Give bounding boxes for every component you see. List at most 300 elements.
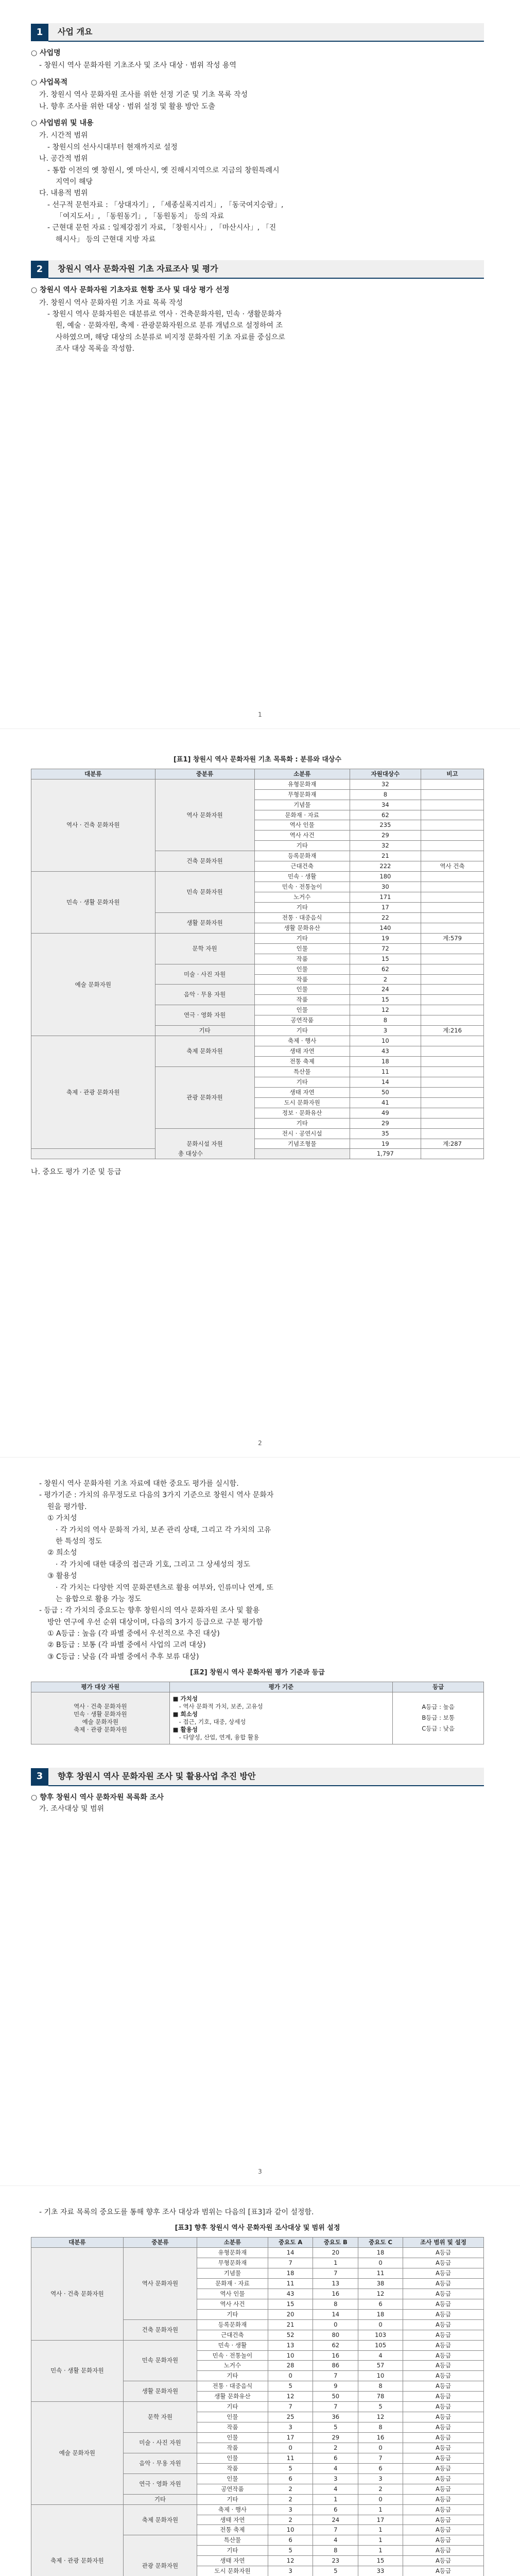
table-cell: 20 — [313, 2248, 358, 2258]
table-cell: 18 — [350, 1057, 421, 1067]
table-cell: 1 — [358, 2504, 403, 2515]
table-cell: 근대건축 — [254, 861, 350, 872]
table-cell: 기념물 — [197, 2268, 268, 2279]
table-cell: 0 — [358, 2443, 403, 2453]
table-cell: 기타 — [254, 933, 350, 943]
table-cell: 총 대상수 — [31, 1149, 350, 1159]
table-cell: 미술 · 사진 자원 — [155, 964, 254, 985]
table-cell: 10 — [268, 2350, 313, 2361]
table-cell: 유형문화재 — [197, 2248, 268, 2258]
table-cell: 16 — [358, 2433, 403, 2443]
text-line: ○ 창원시 역사 문화자원 기초자료 현황 조사 및 대상 평가 선정 — [31, 286, 230, 295]
table-cell: 12 — [358, 2289, 403, 2299]
table-cell: 12 — [268, 2556, 313, 2566]
table-cell: 14 — [350, 1077, 421, 1087]
table-cell: 0 — [358, 2258, 403, 2268]
table-cell: 역사 인물 — [197, 2289, 268, 2299]
text-line: ① 가치성 — [47, 1514, 77, 1523]
table-cell: A등급 — [403, 2443, 484, 2453]
table-cell: A등급 — [403, 2525, 484, 2535]
table-cell: 생태 자연 — [197, 2515, 268, 2525]
table-cell: 건축 문화자원 — [123, 2319, 197, 2340]
table-cell — [421, 974, 483, 985]
table-cell: 문화시설 자원 — [155, 1128, 254, 1159]
table-cell: 2 — [313, 2443, 358, 2453]
table-cell: 0 — [358, 2494, 403, 2504]
text-line: 해시사」 등의 근현대 지방 자료 — [56, 235, 156, 244]
table-cell — [421, 985, 483, 995]
table-header-row — [31, 1682, 484, 1692]
table-cell: 역사 사건 — [254, 831, 350, 841]
text-line: 방안 연구에 우선 순위 대상이며, 다음의 3가지 등급으로 구분 평가함 — [47, 1618, 263, 1626]
table-cell: 222 — [350, 861, 421, 872]
table-cell: 기타 — [254, 902, 350, 912]
table-cell — [421, 1015, 483, 1026]
section-subtitle: 나. 중요도 평가 기준 및 등급 — [31, 1168, 122, 1177]
table-cell: 문화재 · 자료 — [197, 2278, 268, 2289]
table-cell: 인물 — [254, 1005, 350, 1015]
column-header: 중요도 A — [268, 2238, 313, 2248]
table-cell: 역사 문화자원 — [155, 779, 254, 851]
table-cell: 5 — [358, 2402, 403, 2412]
text-line: 원, 예술 · 문화자원, 축제 · 관광문화자원으로 분류 개념으로 설정하여 조 — [56, 321, 283, 330]
table-cell: 역사 · 건축 문화자원 — [31, 2248, 124, 2340]
table-header-row — [31, 769, 484, 779]
table-cell: 11 — [268, 2453, 313, 2463]
text-line: 가. 시간적 범위 — [39, 131, 88, 140]
table-cell: 기타 — [254, 1026, 350, 1036]
column-header: 소분류 — [197, 2238, 268, 2248]
table-body — [31, 779, 484, 1159]
table-cell: A등급 — [403, 2494, 484, 2504]
section-number: 2 — [31, 261, 48, 278]
table-cell: 노거수 — [197, 2361, 268, 2371]
text-line: 나. 향후 조사를 위한 대상 · 범위 설정 및 활용 방안 도출 — [39, 102, 215, 111]
table-cell: 등록문화재 — [197, 2319, 268, 2330]
section-header-2 — [31, 261, 484, 278]
table-cell: 171 — [350, 892, 421, 903]
table-cell: 28 — [268, 2361, 313, 2371]
table-cell — [421, 1087, 483, 1097]
table-cell: 15 — [358, 2556, 403, 2566]
table-cell: 140 — [350, 923, 421, 933]
text-line: - 창원시 역사 문화자원 기초조사 및 조사 대상 · 범위 작성 용역 — [39, 61, 237, 70]
table-cell — [421, 964, 483, 974]
table-cell: 민속 · 전통놀이 — [254, 882, 350, 892]
text-line: - 창원시 역사 문화자원 기초 자료에 대한 중요도 평가를 실시함. — [39, 1480, 239, 1488]
table-cell: 인물 — [254, 943, 350, 954]
table-cell: 0 — [268, 2371, 313, 2381]
table-cell: 기타 — [254, 841, 350, 851]
text-line: 「여지도서」, 「동원동기」, 「동원동지」 등의 자료 — [56, 212, 224, 221]
text-line: 사하였으며, 해당 대상의 소분류로 비지정 문화자원 기초 자료를 중심으로 — [56, 333, 285, 342]
criteria-line: - 역사 문화적 가치, 보존, 고유성 — [179, 1702, 263, 1710]
table-cell: 15 — [350, 995, 421, 1005]
table-cell: 19 — [350, 1139, 421, 1149]
table-cell: 예술 문화자원 — [31, 2402, 124, 2504]
resource-list-table — [31, 769, 484, 1160]
table-cell: 29 — [350, 1118, 421, 1128]
table-cell: 축제 · 행사 — [197, 2504, 268, 2515]
section-title: 사업 개요 — [48, 23, 484, 42]
table-cell: 공연작품 — [197, 2484, 268, 2494]
table-cell: 3 — [268, 2422, 313, 2433]
text-line: ③ 활용성 — [47, 1572, 77, 1581]
text-line: ② B등급 : 보통 (각 파별 중에서 사업의 고려 대상) — [47, 1641, 206, 1650]
table-cell: 105 — [358, 2340, 403, 2350]
table-cell: 4 — [358, 2350, 403, 2361]
table-cell: 노거수 — [254, 892, 350, 903]
table-row — [31, 2402, 484, 2412]
text-line: - 통합 이전의 옛 창원시, 옛 마산시, 옛 진해시지역으로 지금의 창원특례시 — [47, 166, 280, 175]
table-cell: 8 — [358, 2422, 403, 2433]
table-cell: 10 — [358, 2371, 403, 2381]
text-line: ○ 사업범위 및 내용 — [31, 118, 94, 127]
page-number: 1 — [258, 711, 262, 718]
text-line: 조사 대상 목록을 작성함. — [56, 345, 135, 353]
table-cell: 연극 · 영화 자원 — [123, 2473, 197, 2494]
table-cell: 1 — [358, 2525, 403, 2535]
table-cell: 공연작품 — [254, 1015, 350, 1026]
table-cell — [421, 943, 483, 954]
page-1 — [0, 0, 520, 728]
table-body — [31, 2248, 484, 2576]
table-cell: 전통 축제 — [254, 1057, 350, 1067]
table-cell — [421, 954, 483, 964]
table-cell: A등급 — [403, 2504, 484, 2515]
table-caption: [표3] 향후 창원시 역사 문화자원 조사대상 및 범위 설정 — [175, 2224, 340, 2232]
table-cell: 32 — [350, 779, 421, 789]
page-2 — [0, 728, 520, 1457]
criteria-line: ■ 활용성 — [172, 1725, 198, 1733]
table-cell: 기념물 — [254, 800, 350, 810]
table-cell: 3 — [358, 2473, 403, 2484]
table-cell: A등급 — [403, 2330, 484, 2340]
table-row — [31, 2504, 484, 2515]
table-cell: 13 — [268, 2340, 313, 2350]
table-cell: 24 — [313, 2515, 358, 2525]
table-cell: 계:579 — [421, 933, 483, 943]
target-resource: 역사 · 건축 문화자원 — [74, 1702, 127, 1710]
table-cell: 연극 · 영화 자원 — [155, 1005, 254, 1026]
table-cell: 건축 문화자원 — [155, 851, 254, 872]
table-cell: 기타 — [197, 2309, 268, 2319]
table-cell: A등급 — [403, 2309, 484, 2319]
grade-item: A등급 : 높음 — [422, 1703, 455, 1711]
table-cell: 3 — [313, 2473, 358, 2484]
table-cell: 11 — [358, 2268, 403, 2279]
table-cell: A등급 — [403, 2556, 484, 2566]
table-cell — [421, 1066, 483, 1077]
table-cell: 36 — [313, 2412, 358, 2422]
table-cell — [421, 851, 483, 861]
table-row — [31, 2248, 484, 2258]
table-cell: 생활 문화유산 — [254, 923, 350, 933]
table-cell: A등급 — [403, 2381, 484, 2392]
table-cell: 10 — [350, 1036, 421, 1046]
table-cell: 4 — [313, 2484, 358, 2494]
table-cell — [421, 1077, 483, 1087]
table-cell — [421, 1057, 483, 1067]
table-cell: 6 — [313, 2504, 358, 2515]
table-cell: A등급 — [403, 2402, 484, 2412]
table-cell — [421, 831, 483, 841]
text-line: - 창원시 역사 문화자원은 대분류로 역사 · 건축문화자원, 민속 · 생활문화자 — [47, 310, 282, 319]
table-cell: 생활 문화유산 — [197, 2392, 268, 2402]
table-cell: A등급 — [403, 2515, 484, 2525]
subsection-heading: ○ 향후 창원시 역사 문화자원 목록화 조사 — [31, 1793, 164, 1802]
table-cell — [421, 1128, 483, 1139]
target-resource: 예술 문화자원 — [82, 1718, 118, 1725]
table-cell: 도시 문화자원 — [197, 2566, 268, 2576]
table-cell — [421, 810, 483, 820]
table-cell: 13 — [313, 2278, 358, 2289]
column-header: 중요도 B — [313, 2238, 358, 2248]
table-cell: 기타 — [197, 2402, 268, 2412]
table-cell: A등급 — [403, 2484, 484, 2494]
table-cell: 43 — [268, 2289, 313, 2299]
table-cell: 인물 — [197, 2433, 268, 2443]
column-header: 중분류 — [123, 2238, 197, 2248]
table-cell: 기타 — [254, 1077, 350, 1087]
table-cell: 7 — [268, 2258, 313, 2268]
table-cell: 57 — [358, 2361, 403, 2371]
table-cell: 생활 문화자원 — [155, 912, 254, 933]
table-cell: A등급 — [403, 2299, 484, 2309]
text-line: ③ C등급 : 낮음 (각 파별 중에서 추후 보류 대상) — [47, 1652, 199, 1661]
table-cell: 0 — [268, 2443, 313, 2453]
table-cell: 6 — [358, 2463, 403, 2473]
table-cell: 인물 — [197, 2453, 268, 2463]
table-cell: 43 — [350, 1046, 421, 1057]
table-cell: 인물 — [197, 2473, 268, 2484]
page-4-content — [31, 2207, 484, 2576]
table-cell — [421, 912, 483, 923]
table-cell: A등급 — [403, 2248, 484, 2258]
column-header: 조사 범위 및 설정 — [403, 2238, 484, 2248]
table-cell: 18 — [358, 2309, 403, 2319]
table-cell: 38 — [358, 2278, 403, 2289]
page-2-content — [31, 750, 484, 1178]
table-cell: 전통 축제 — [197, 2525, 268, 2535]
table-cell: 62 — [350, 810, 421, 820]
table-cell: 20 — [268, 2309, 313, 2319]
table-cell: 1 — [358, 2546, 403, 2556]
table-cell: 전통 · 대중음식 — [197, 2381, 268, 2392]
table-cell: 7 — [313, 2525, 358, 2535]
column-header: 대분류 — [31, 2238, 124, 2248]
table-cell — [421, 872, 483, 882]
table-cell: 86 — [313, 2361, 358, 2371]
table-cell: A등급 — [403, 2258, 484, 2268]
table-cell: A등급 — [403, 2412, 484, 2422]
table-cell: 인물 — [254, 964, 350, 974]
table-cell: 생활 문화자원 — [123, 2381, 197, 2402]
text-line: - 창원시의 선사시대부터 현재까지로 설정 — [47, 143, 178, 151]
table-row — [31, 933, 484, 943]
table-cell: A등급 — [403, 2361, 484, 2371]
grade-item: B등급 : 보통 — [422, 1714, 455, 1722]
table-cell: 80 — [313, 2330, 358, 2340]
table-cell: 역사 · 건축 문화자원 — [31, 779, 155, 871]
table-cell — [421, 902, 483, 912]
column-header: 비고 — [421, 769, 483, 779]
table-cell: A등급 — [403, 2422, 484, 2433]
text-line: 가. 창원시 역사 문화자원 조사를 위한 선정 기준 및 기초 목록 작성 — [39, 91, 248, 99]
table-cell — [421, 1118, 483, 1128]
criteria-table — [31, 1682, 484, 1744]
table-cell: 11 — [268, 2278, 313, 2289]
intro-text: - 기초 자료 목록의 중요도를 통해 향후 조사 대상과 범위는 다음의 [표3]과 같이 설정함. — [39, 2208, 314, 2216]
table-cell: 민속 · 생활 문화자원 — [31, 2340, 124, 2402]
table-cell: A등급 — [403, 2319, 484, 2330]
text-line: - 선구적 문헌자료 : 「상대자기」, 「세종실록지리지」, 「동국여지승람」, — [47, 200, 284, 209]
table-cell: 특산물 — [254, 1066, 350, 1077]
table-cell: 무형문화재 — [254, 789, 350, 800]
table-cell: 3 — [350, 1026, 421, 1036]
table-cell: 5 — [313, 2566, 358, 2576]
table-cell: 49 — [350, 1108, 421, 1118]
table-cell: 전시 · 공연시설 — [254, 1128, 350, 1139]
text-line: · 각 가치의 역사 문화적 가치, 보존 관리 상태, 그리고 각 가치의 고유 — [56, 1526, 271, 1534]
table-cell: 1 — [313, 2258, 358, 2268]
table-cell: 9 — [313, 2381, 358, 2392]
section-number: 1 — [31, 24, 48, 41]
table-cell: 민속 · 전통놀이 — [197, 2350, 268, 2361]
table-cell: A등급 — [403, 2463, 484, 2473]
section-header-1 — [31, 24, 484, 41]
column-header: 자원대상수 — [350, 769, 421, 779]
table-cell: A등급 — [403, 2268, 484, 2279]
table-cell: 62 — [350, 964, 421, 974]
table-cell: 19 — [350, 933, 421, 943]
table-cell: 역사 문화자원 — [123, 2248, 197, 2320]
table-row — [31, 1149, 484, 1159]
criteria-line: ■ 희소성 — [172, 1710, 198, 1718]
table-cell: 16 — [313, 2350, 358, 2361]
section-1-body — [31, 47, 484, 245]
table-cell: 12 — [268, 2392, 313, 2402]
table-header-row — [31, 2238, 484, 2248]
table-cell: 7 — [313, 2268, 358, 2279]
table-cell: 8 — [350, 789, 421, 800]
table-cell: 작품 — [254, 954, 350, 964]
table-cell: 계:287 — [421, 1139, 483, 1149]
table-cell: 17 — [358, 2515, 403, 2525]
table-cell: 작품 — [254, 974, 350, 985]
table-cell: A등급 — [403, 2566, 484, 2576]
table-cell: 12 — [358, 2412, 403, 2422]
table-cell: 30 — [350, 882, 421, 892]
table-cell: 인물 — [197, 2412, 268, 2422]
text-line: 나. 공간적 범위 — [39, 155, 88, 163]
text-line: - 근현대 문헌 자료 : 일제강점기 자료, 「창원시사」, 「마산시사」, 「진 — [47, 224, 276, 232]
table-cell: 21 — [268, 2319, 313, 2330]
table-cell: 음악 · 무용 자원 — [155, 985, 254, 1005]
table-cell: 생태 자연 — [254, 1046, 350, 1057]
table-cell: 15 — [350, 954, 421, 964]
table-cell: 0 — [313, 2319, 358, 2330]
table-cell: 문학 자원 — [155, 933, 254, 964]
table-cell: 축제 문화자원 — [155, 1036, 254, 1067]
table-cell: 생태 자연 — [197, 2556, 268, 2566]
table-cell: 41 — [350, 1097, 421, 1108]
page-3-content — [31, 1478, 484, 1815]
table-cell: 14 — [268, 2248, 313, 2258]
table-cell: 인물 — [254, 985, 350, 995]
text-line: - 평가기준 : 가치의 유무정도로 다음의 3가지 기준으로 창원시 역사 문화자 — [39, 1491, 274, 1500]
table-cell: 역사 인물 — [254, 820, 350, 831]
subsection-item: 가. 조사대상 및 범위 — [39, 1805, 104, 1813]
table-cell: 민속 · 생활 — [254, 872, 350, 882]
table-cell — [421, 820, 483, 831]
table-row — [31, 872, 484, 882]
table-cell: 180 — [350, 872, 421, 882]
column-header: 평가 대상 자원 — [31, 1682, 170, 1692]
table-cell: A등급 — [403, 2371, 484, 2381]
table-cell — [421, 995, 483, 1005]
text-line: ○ 사업명 — [31, 49, 61, 57]
table-caption: [표1] 창원시 역사 문화자원 기초 목록화 : 분류와 대상수 — [173, 756, 342, 764]
table-cell: 103 — [358, 2330, 403, 2340]
table-cell: 2 — [268, 2515, 313, 2525]
table-cell: 특산물 — [197, 2535, 268, 2546]
table-cell: 6 — [268, 2535, 313, 2546]
column-header: 등급 — [393, 1682, 484, 1692]
table-cell: 235 — [350, 820, 421, 831]
table-cell: 6 — [358, 2299, 403, 2309]
table-cell: 6 — [313, 2453, 358, 2463]
criteria-cell — [169, 1692, 393, 1744]
table-cell: 21 — [350, 851, 421, 861]
target-resource: 민속 · 생활 문화자원 — [74, 1710, 127, 1718]
page-4 — [0, 2185, 520, 2576]
table-cell: A등급 — [403, 2546, 484, 2556]
table-cell: 작품 — [197, 2422, 268, 2433]
table-cell: 정보 · 문화유산 — [254, 1108, 350, 1118]
table-cell: 작품 — [197, 2443, 268, 2453]
section-title: 창원시 역사 문화자원 기초 자료조사 및 평가 — [48, 260, 484, 279]
table-cell: 축제 · 행사 — [254, 1036, 350, 1046]
table-cell: 8 — [350, 1015, 421, 1026]
table-cell: 문화재 · 자료 — [254, 810, 350, 820]
table-cell: 3 — [268, 2566, 313, 2576]
table-cell: A등급 — [403, 2453, 484, 2463]
table-cell: 기타 — [197, 2494, 268, 2504]
table-cell: 관광 문화자원 — [123, 2535, 197, 2576]
table-cell: 민속 · 생활 — [197, 2340, 268, 2350]
table-cell: 유형문화재 — [254, 779, 350, 789]
table-cell: 32 — [350, 841, 421, 851]
page-number: 3 — [258, 2168, 262, 2175]
section-number: 3 — [31, 1768, 48, 1786]
evaluation-criteria-text — [31, 1478, 484, 1663]
table-cell: 3 — [268, 2504, 313, 2515]
table-cell: 62 — [313, 2340, 358, 2350]
table-cell: 역사 건축 — [421, 861, 483, 872]
table-cell: 5 — [268, 2546, 313, 2556]
table-cell: 역사 사건 — [197, 2299, 268, 2309]
table-cell: 50 — [350, 1087, 421, 1097]
table-cell: 10 — [268, 2525, 313, 2535]
table-cell: 기념조형물 — [254, 1139, 350, 1149]
text-line: ① A등급 : 높음 (각 파별 중에서 우선적으로 추진 대상) — [47, 1630, 220, 1638]
table-cell: A등급 — [403, 2473, 484, 2484]
table-cell: 7 — [313, 2371, 358, 2381]
table-cell: 관광 문화자원 — [155, 1066, 254, 1128]
table-cell: 축제 · 관광 문화자원 — [31, 1036, 155, 1149]
text-line: · 각 가치에 대한 대중의 접근과 기호, 그리고 그 상세성의 정도 — [56, 1560, 250, 1569]
